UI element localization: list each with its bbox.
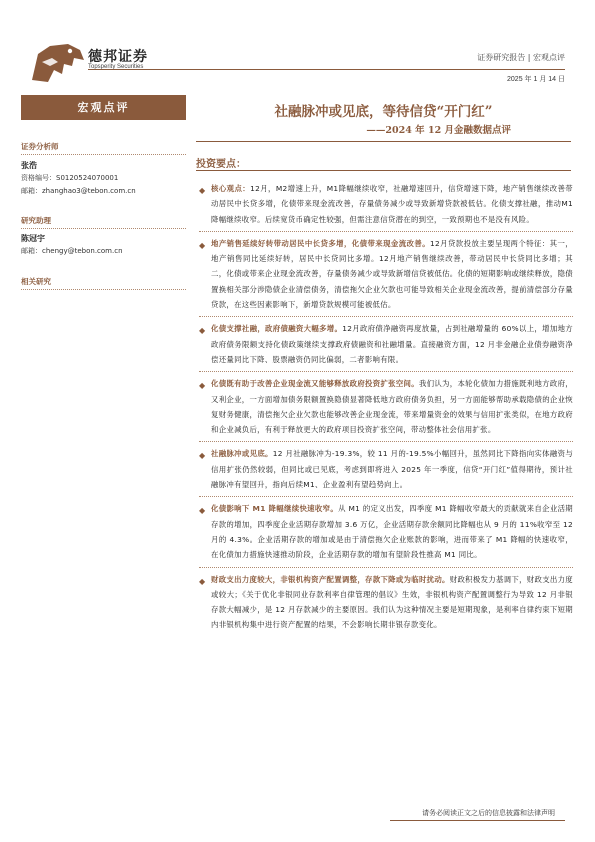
- bullet-lead: 财政支出力度较大，非银机构资产配置调整，存款下降或为临时扰动。: [211, 574, 450, 584]
- bullet-text: 12 月社融脉冲为-19.3%，较 11 月的-19.5%小幅回升，虽然同比下降指向实体融资与信用扩张仍然较弱，但同比或已见底，考虑到即将进入 2025 年一季度，信贷“开门红”值得期待，预计社融脉冲有望回升，指向后续M1、企业盈利有望趋势向上。: [211, 449, 574, 490]
- related-research-heading: 相关研究: [21, 276, 186, 290]
- analyst-heading: 证券分析师: [21, 141, 186, 155]
- brand-name: 德邦证券: [88, 49, 148, 65]
- bullet-icon: ◆: [199, 451, 206, 461]
- bullet-lead: 化债影响下 M1 降幅继续快速收窄。: [211, 504, 339, 514]
- bullet-icon: ◆: [199, 326, 206, 336]
- assistant-heading: 研究助理: [21, 215, 186, 229]
- bullet-lead: 社融脉冲或见底。: [211, 449, 273, 459]
- bullet-text: 从 M1 的定义出发，四季度 M1 降幅收窄最大的贡献就来自企业活期存款的增加，四季度企业活期存款增加 3.6 万亿，企业活期存款余额同比降幅也从 9 月的 11%收窄至 12 月的 4.3%。企业活期存款的增加或是由于清偿拖欠企业账款的影响，进而带来了 M1 降幅的快速收窄，在化债加力措施快速推动阶段，企业活期存款的增加有望阶段性推高 M1 同比。: [211, 504, 573, 560]
- report-date: 2025 年 1 月 14 日: [507, 76, 565, 83]
- bullet-icon: ◆: [199, 576, 206, 586]
- disclaimer-footer: 请务必阅读正文之后的信息披露和法律声明: [422, 809, 555, 817]
- report-subtitle: ——2024 年 12 月金融数据点评: [366, 125, 511, 136]
- analyst-email[interactable]: 邮箱：zhanghao3@tebon.com.cn: [21, 187, 136, 195]
- list-item: [199, 572, 573, 637]
- bullet-lead: 化债既有助于改善企业现金流又能够释放政府投资扩张空间。: [211, 379, 419, 389]
- title-divider: [196, 141, 571, 142]
- assistant-email[interactable]: 邮箱：chengy@tebon.com.cn: [21, 247, 123, 255]
- bullet-icon: ◆: [199, 381, 206, 391]
- bullet-lead: 地产销售延续好转带动居民中长贷多增，化债带来现金流改善。: [211, 238, 431, 248]
- section-divider: [196, 170, 571, 171]
- list-item: [199, 446, 573, 497]
- bullet-text: 12月政府债净融资再度放量，占到社融增量的 60%以上，增加地方政府债务限额支持化债政策继续支撑政府债融资和社融增量。直接融资方面，12 月非金融企业债券融资净偿还量同比下降、股票融资仍同比偏弱，二者影响有限。: [211, 324, 573, 364]
- list-item: [199, 321, 573, 372]
- bullet-icon: ◆: [199, 186, 206, 195]
- bullet-lead: 核心观点：: [211, 184, 251, 193]
- investment-highlights-heading: 投资要点：: [196, 159, 246, 170]
- report-title: 社融脉冲或见底，等待信贷“开门红”: [274, 104, 493, 120]
- footer-divider: [390, 820, 565, 821]
- bullet-text: 12月贷款投放主要呈现两个特征：其一，地产销售同比延续好转，居民中长贷同比多增。12月地产销售继续改善，带动居民中长贷同比多增；其二，化债或带来企业现金流改善，存量债务减少或导致新增信贷被低估。化债的短期影响或继续释放，隐债置换相关部分涉隐债企业清偿债务，清偿拖欠企业欠款也可能导致相关企业现金流改善，提前清偿部分存量贷款，在这些因素影响下，新增贷款规模可能被低估。: [211, 238, 573, 310]
- bullet-lead: 化债支撑社融，政府债融资大幅多增。: [211, 324, 343, 334]
- bullet-text: 我们认为，本轮化债加力措施既利地方政府，又利企业，一方面增加债务限额置换隐债显著降低地方政府债务负担，另一方面能够帮助承载隐债的企业恢复财务健康，清偿拖欠企业欠款也能够改善企业现金流，带来增量资金的效果与信用扩张类似，在地方政府和企业减负后，有利于释放更大的政府项目投资扩张空间，带动整体社会信用扩张。: [211, 379, 573, 435]
- list-item: [199, 181, 573, 232]
- bullet-icon: ◆: [199, 240, 206, 250]
- list-item: [199, 376, 573, 442]
- key-points-list: [199, 181, 573, 641]
- category-banner: 宏观点评: [21, 95, 186, 120]
- list-item: [199, 236, 573, 317]
- dragon-logo-icon: [28, 40, 88, 86]
- bullet-text: 财政积极发力基调下，财政支出力度或较大；《关于优化非银同业存款利率自律管理的倡议》生效，非银机构资产配置调整行为导致 12 月非银存款大幅减少，是 12 月存款减少的主要原因。我们认为这种情况主要是短期现象，是利率自律约束下短期内非银机构集中进行资产配置的结果，不会影响长期非银存款变化。: [211, 574, 573, 630]
- report-type-label: 证券研究报告 | 宏观点评: [477, 53, 565, 62]
- analyst-certificate: 资格编号：S0120524070001: [21, 174, 119, 182]
- header-divider: [88, 69, 565, 70]
- brand-english-name: Topsperity Securities: [88, 64, 144, 70]
- bullet-text: 12月，M2增速上升，M1降幅继续收窄，社融增速回升，信贷增速下降，地产销售继续改善带动居民中长贷多增，化债带来现金流改善，存量债务减少或导致新增贷款被低估。化债支撑社融，推动M1降幅继续收窄。后续宽货币确定性较强，但需注意信贷潜在的到空，一致预期也不是没有风险。: [211, 184, 573, 224]
- bullet-icon: ◆: [199, 506, 206, 516]
- list-item: [199, 501, 573, 567]
- assistant-name: 陈冠宇: [21, 234, 45, 243]
- analyst-name: 张浩: [21, 161, 37, 170]
